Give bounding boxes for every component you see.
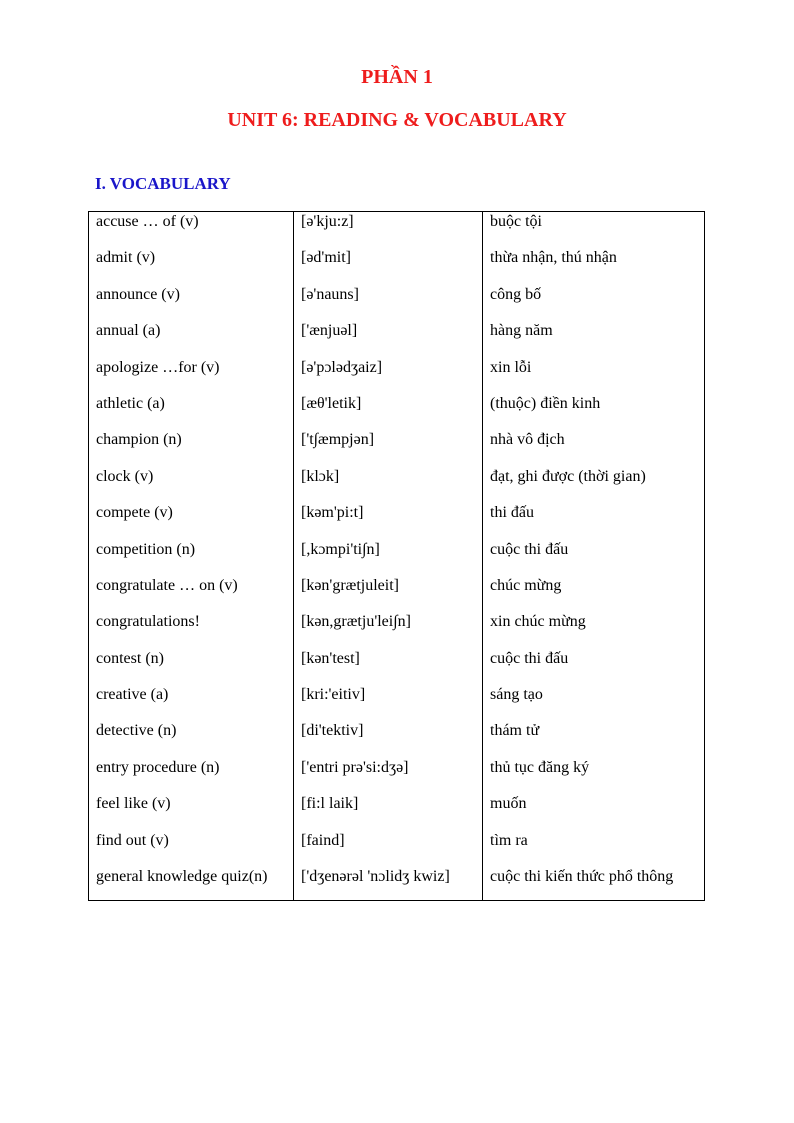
vocab-ipa: [kəm'pi:t] [301,504,364,522]
vocab-ipa: [klɔk] [301,467,340,485]
vocab-meaning: xin chúc mừng [490,613,586,631]
vocab-word: compete (v) [96,504,173,522]
word-column [89,212,294,900]
vocab-word: general knowledge quiz(n) [96,868,268,886]
vocab-word: annual (a) [96,322,161,340]
vocab-word: find out (v) [96,831,169,849]
vocab-meaning: cuộc thi đấu [490,649,569,667]
vocab-meaning: công bố [490,285,542,303]
vocab-ipa: [kən'test] [301,649,360,667]
meaning-column [483,212,704,900]
vocab-ipa: ['ænjuəl] [301,322,358,340]
vocab-word: champion (n) [96,431,182,449]
vocab-ipa: [ə'pɔlədʒaiz] [301,358,383,376]
vocab-word: creative (a) [96,686,169,704]
vocab-meaning: nhà vô địch [490,431,565,449]
vocab-ipa: ['dʒenərəl 'nɔlidʒ kwiz] [301,868,450,886]
vocab-word: accuse … of (v) [96,213,199,230]
vocab-word: clock (v) [96,467,154,485]
vocab-ipa: [æθ'letik] [301,394,362,412]
ipa-column [294,212,483,900]
vocab-meaning: (thuộc) điền kinh [490,394,601,412]
vocab-word: athletic (a) [96,394,165,412]
page-title-part: PHẦN 1 [361,66,433,88]
vocab-word: congratulate … on (v) [96,576,238,594]
vocab-ipa: [kən'grætjuleit] [301,576,399,594]
page-title-unit: UNIT 6: READING & VOCABULARY [227,109,567,131]
vocab-ipa: [fi:l laik] [301,795,359,813]
vocab-meaning: hàng năm [490,322,553,340]
vocab-ipa: [kən,grætju'lei∫n] [301,613,411,631]
vocab-word: admit (v) [96,249,156,267]
vocab-ipa: [əd'mit] [301,249,351,267]
vocab-meaning: thủ tục đăng ký [490,758,590,776]
section-heading: I. VOCABULARY [95,174,231,193]
vocab-meaning: tìm ra [490,831,528,849]
vocabulary-table [88,211,705,901]
vocab-meaning: sáng tạo [490,686,543,704]
vocab-meaning: xin lỗi [490,358,532,376]
vocab-meaning: buộc tội [490,213,542,230]
vocab-word: feel like (v) [96,795,171,813]
vocab-meaning: cuộc thi kiến thức phổ thông [490,868,674,886]
vocab-word: contest (n) [96,649,164,667]
vocab-ipa: [ə'nauns] [301,285,359,303]
vocab-ipa: [kri:'eitiv] [301,686,366,704]
vocab-meaning: muốn [490,795,527,813]
vocab-word: apologize …for (v) [96,358,220,376]
vocab-meaning: đạt, ghi được (thời gian) [490,467,646,485]
vocab-word: detective (n) [96,722,177,740]
vocab-ipa: ['t∫æmpjən] [301,431,375,449]
vocab-word: congratulations! [96,613,200,631]
vocab-meaning: thừa nhận, thú nhận [490,249,617,267]
vocab-meaning: thám tử [490,722,540,740]
vocab-meaning: thi đấu [490,504,534,522]
vocab-word: competition (n) [96,540,196,558]
vocab-ipa: [ə'kju:z] [301,213,354,230]
vocab-meaning: cuộc thi đấu [490,540,569,558]
vocab-ipa: ['entri prə'si:dʒə] [301,758,409,776]
vocab-ipa: [,kɔmpi'ti∫n] [301,540,380,558]
vocab-ipa: [faind] [301,831,345,849]
vocab-word: entry procedure (n) [96,758,220,776]
vocab-word: announce (v) [96,285,180,303]
vocab-ipa: [di'tektiv] [301,722,364,740]
vocab-meaning: chúc mừng [490,576,562,594]
